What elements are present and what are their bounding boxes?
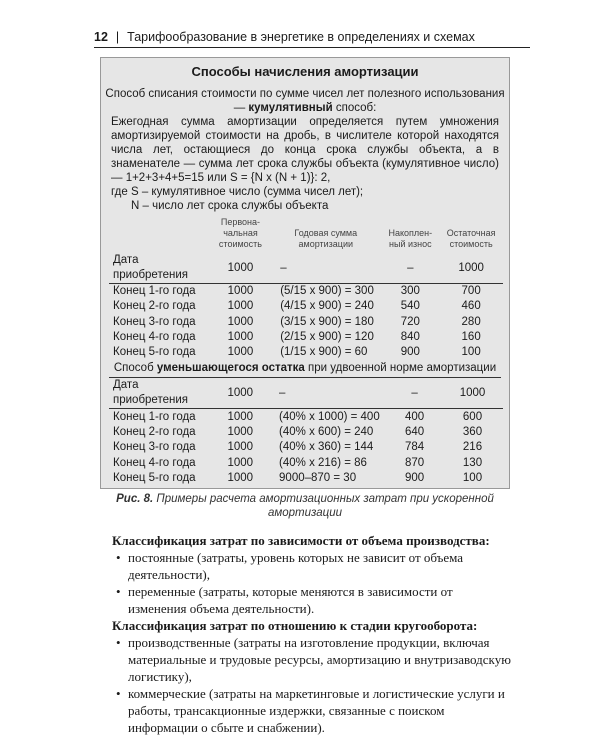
table-cell: (40% x 216) = 86	[279, 456, 367, 469]
table-cell: (2/15 x 900) = 120	[280, 331, 374, 344]
list-item-text: коммерческие (затраты на маркетинговые и логистические услуги и работы, трансакционные издержки, связанные с поиском информации о сбыте и снабжении).	[128, 686, 505, 735]
col-residual-value: Остаточная стоимость	[446, 228, 496, 249]
caption-text: Примеры расчета амортизационных затрат при ускоренной амортизации	[153, 493, 494, 519]
declining-balance-table	[109, 378, 503, 485]
row-label: Дата приобретения	[109, 378, 212, 409]
header-separator: |	[115, 30, 120, 44]
table-cell: –	[270, 253, 381, 284]
row-label: Конец 5-го года	[113, 346, 196, 359]
method1-desc-where: где S – кумулятивное число (сумма чисел лет);	[111, 186, 364, 198]
table-row	[109, 299, 503, 314]
table-cell: 1000	[211, 253, 270, 284]
table-cell: 400	[404, 410, 425, 423]
figure-caption	[100, 492, 510, 520]
table-cell: 1000	[212, 378, 270, 409]
method1-desc-main: Ежегодная сумма амортизации определяется путем умножения амортизируемой стоимости на дробь, в числителе которой находятся числа лет, остающиеся до конца срока службы объекта, а в знаменателе — сумма лет срока службы объекта (кумулятивное число) — 1+2+3+4+5=15 или S = {N x (N + 1)}: 2,	[111, 116, 499, 184]
table-cell: 100	[461, 346, 481, 359]
table-cell: 216	[462, 441, 483, 454]
row-label: Конец 5-го года	[113, 471, 196, 484]
table-row	[109, 471, 503, 486]
table-cell: 460	[461, 300, 481, 313]
table-cell: (40% x 1000) = 400	[279, 410, 380, 423]
table-cell: 160	[461, 331, 481, 344]
running-header	[94, 30, 530, 48]
method2-heading-post: при удвоенной норме амортизации	[304, 362, 497, 375]
figure-box	[100, 57, 510, 489]
method1-desc-n: N – число лет срока службы объекта	[131, 200, 329, 212]
table-cell: 1000	[227, 410, 254, 423]
table-cell: –	[269, 378, 387, 409]
table-cell: 700	[461, 285, 481, 298]
table-row	[109, 409, 503, 425]
list-item	[112, 549, 512, 583]
table-row	[109, 345, 503, 360]
row-label: Конец 3-го года	[113, 441, 196, 454]
list-item	[112, 583, 512, 617]
method1-heading-pre: Способ списания стоимости по сумме чисел лет полезного использования —	[105, 88, 505, 114]
table-cell: (5/15 x 900) = 300	[280, 285, 374, 298]
col-label-empty	[109, 217, 211, 253]
table-row	[109, 378, 503, 409]
method1-heading	[101, 87, 509, 115]
table-cell: 1000	[227, 285, 254, 298]
row-label: Конец 4-го года	[113, 456, 196, 469]
figure-title: Способы начисления амортизации	[191, 64, 419, 79]
list-item-text: переменные (затраты, которые меняются в зависимости от изменения объема деятельности).	[128, 584, 453, 616]
table-cell: 1000	[227, 441, 254, 454]
table-cell: 1000	[227, 456, 254, 469]
table-cell: 900	[404, 471, 425, 484]
table-cell: 280	[461, 315, 481, 328]
method2-heading	[109, 361, 501, 378]
table-cell: 1000	[227, 346, 254, 359]
bullet-icon: •	[116, 550, 121, 565]
table-cell: 300	[400, 285, 420, 298]
table-cell: 720	[400, 315, 420, 328]
row-label: Конец 2-го года	[113, 425, 196, 438]
list-item	[112, 634, 512, 685]
method2-heading-pre: Способ	[113, 362, 157, 375]
table-cell: 1000	[227, 331, 254, 344]
caption-label: Рис. 8.	[116, 493, 154, 505]
table-cell: 840	[400, 331, 420, 344]
classification-list-1	[112, 549, 512, 617]
bullet-icon: •	[116, 635, 121, 650]
declining-balance-table-body	[109, 378, 503, 485]
body-text	[112, 532, 512, 736]
row-label: Дата приобретения	[109, 253, 211, 284]
bullet-icon: •	[116, 584, 121, 599]
row-label: Конец 1-го года	[113, 410, 196, 423]
table-cell: 1000	[442, 378, 503, 409]
table-cell: 640	[404, 425, 425, 438]
row-label: Конец 2-го года	[113, 300, 196, 313]
table-cell: (1/15 x 900) = 60	[280, 346, 368, 359]
table-row	[109, 253, 503, 284]
table-cell: 1000	[439, 253, 503, 284]
table-cell: 1000	[227, 471, 254, 484]
table-cell: 870	[404, 456, 425, 469]
table-cell: 600	[462, 410, 483, 423]
table-row	[109, 315, 503, 330]
bullet-icon: •	[116, 686, 121, 701]
classification-heading-2: Классификация затрат по отношению к стадии кругооборота:	[112, 618, 478, 633]
method1-heading-post: способ:	[332, 102, 377, 114]
table-cell: (4/15 x 900) = 240	[280, 300, 374, 313]
table-cell: –	[387, 378, 442, 409]
cumulative-table-body	[109, 253, 503, 360]
cumulative-table	[109, 217, 503, 360]
method1-heading-bold: кумулятивный	[248, 102, 333, 114]
table-cell: 540	[400, 300, 420, 313]
col-accumulated-wear: Накоплен-ный износ	[388, 228, 433, 249]
table-cell: 9000–870 = 30	[279, 471, 357, 484]
method2-heading-bold: уменьшающегося остатка	[156, 362, 305, 375]
table-cell: 900	[400, 346, 420, 359]
table-cell: 1000	[227, 315, 254, 328]
table-cell: 1000	[227, 300, 254, 313]
list-item-text: производственные (затраты на изготовление продукции, включая материальные и трудовые ресурсы, амортизацию и внутризаводскую логистику),	[128, 635, 511, 684]
table-row	[109, 455, 503, 470]
table-row	[109, 330, 503, 345]
table-cell: 100	[462, 471, 483, 484]
running-title: Тарифообразование в энергетике в определениях и схемах	[127, 30, 475, 44]
table-cell: 1000	[227, 425, 254, 438]
table-row	[109, 440, 503, 455]
list-item	[112, 685, 512, 736]
table-cell: (40% x 360) = 144	[279, 441, 374, 454]
table-row	[109, 425, 503, 440]
row-label: Конец 1-го года	[113, 285, 196, 298]
method1-description	[111, 115, 499, 213]
classification-list-2	[112, 634, 512, 736]
table-cell: 360	[462, 425, 483, 438]
table-cell: (40% x 600) = 240	[279, 425, 374, 438]
table-cell: (3/15 x 900) = 180	[280, 315, 374, 328]
col-initial-cost: Первона-чальная стоимость	[218, 217, 262, 249]
col-annual-depreciation: Годовая сумма амортизации	[294, 228, 358, 249]
list-item-text: постоянные (затраты, уровень которых не зависит от объема деятельности),	[128, 550, 464, 582]
table-cell: 130	[462, 456, 483, 469]
row-label: Конец 3-го года	[113, 315, 196, 328]
table-cell: 784	[404, 441, 425, 454]
page-number: 12	[94, 30, 108, 44]
table-cell: –	[381, 253, 439, 284]
row-label: Конец 4-го года	[113, 331, 196, 344]
classification-heading-1: Классификация затрат по зависимости от объема производства:	[112, 533, 490, 548]
table-row	[109, 284, 503, 300]
